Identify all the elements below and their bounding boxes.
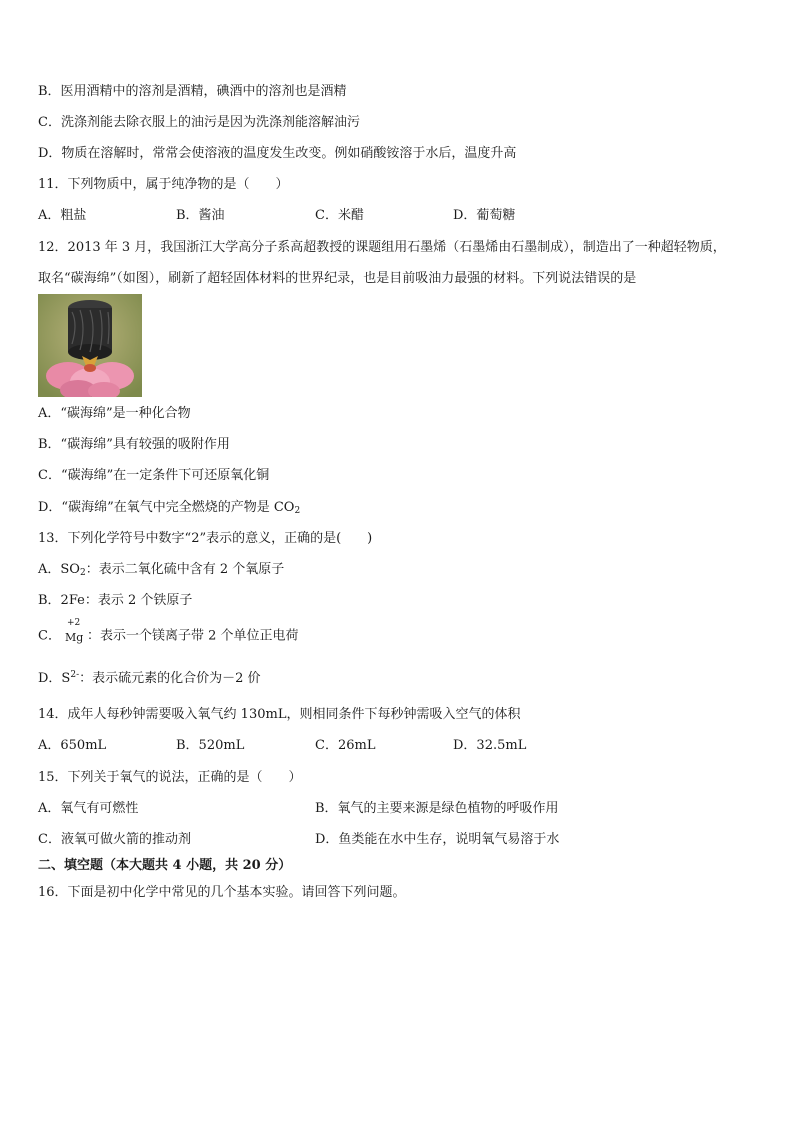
question-15-option-d: D．鱼类能在水中生存，说明氧气易溶于水 <box>315 832 560 847</box>
question-15-option-a: A．氧气有可燃性 <box>38 801 139 816</box>
question-12-option-b: B．“碳海绵”具有较强的吸附作用 <box>38 437 230 452</box>
question-13-option-d-symbol: D．S <box>38 671 71 686</box>
carbon-aerogel-illustration <box>38 294 142 397</box>
question-13-stem: 13．下列化学符号中数字“2”表示的意义，正确的是( ) <box>38 531 373 546</box>
question-15-option-b: B．氧气的主要来源是绿色植物的呼吸作用 <box>315 801 559 816</box>
question-14-option-c: C．26mL <box>315 738 376 753</box>
question-11-stem: 11．下列物质中，属于纯净物的是（ ） <box>38 177 289 192</box>
question-13-option-d <box>38 671 261 687</box>
question-10-option-c: C．洗涤剂能去除衣服上的油污是因为洗涤剂能溶解油污 <box>38 115 360 130</box>
question-12-option-a: A．“碳海绵”是一种化合物 <box>38 406 191 421</box>
question-12-option-c: C．“碳海绵”在一定条件下可还原氧化铜 <box>38 468 270 483</box>
question-13-option-a-formula: A．SO <box>38 562 80 577</box>
question-11-option-d: D．葡萄糖 <box>453 208 516 223</box>
section-heading: 二、填空题（本大题共 4 小题，共 20 分） <box>38 858 292 873</box>
mg-valence-symbol <box>63 618 85 644</box>
question-11-option-a: A．粗盐 <box>38 208 87 223</box>
subscript-2: 2 <box>79 568 86 578</box>
question-10-option-b: B．医用酒精中的溶剂是酒精，碘酒中的溶剂也是酒精 <box>38 84 347 99</box>
question-14-option-d: D．32.5mL <box>453 738 527 753</box>
question-12-option-d-text: D．“碳海绵”在氧气中完全燃烧的产物是 CO <box>38 500 295 515</box>
question-13-option-c-letter: C． <box>38 628 61 644</box>
element-symbol: Mg <box>64 631 84 644</box>
carbon-aerogel-photo <box>38 294 142 397</box>
question-13-option-d-text: ：表示硫元素的化合价为－2 价 <box>79 671 261 686</box>
question-14-stem: 14．成年人每秒钟需要吸入氧气约 130mL，则相同条件下每秒钟需吸入空气的体积 <box>38 707 521 722</box>
question-13-option-c <box>38 618 299 645</box>
question-10-option-d: D．物质在溶解时，常常会使溶液的温度发生改变。例如硝酸铵溶于水后，温度升高 <box>38 146 517 161</box>
question-14-option-a: A．650mL <box>38 738 107 753</box>
superscript-charge: 2- <box>70 670 80 680</box>
question-13-option-c-text: ：表示一个镁离子带 2 个单位正电荷 <box>86 628 299 644</box>
question-12-option-d <box>38 500 300 516</box>
question-12-stem-line-1: 12．2013 年 3 月，我国浙江大学高分子系高超教授的课题组用石墨烯（石墨烯由石墨制成），制造出了一种超轻物质， <box>38 240 726 255</box>
question-11-option-c: C．米醋 <box>315 208 364 223</box>
question-13-option-b: B．2Fe：表示 2 个铁原子 <box>38 593 193 608</box>
question-16-stem: 16．下面是初中化学中常见的几个基本实验。请回答下列问题。 <box>38 885 406 900</box>
question-15-option-c: C．液氧可做火箭的推动剂 <box>38 832 191 847</box>
question-12-stem-line-2: 取名“碳海绵”（如图），刷新了超轻固体材料的世界纪录，也是目前吸油力最强的材料。下列说法错误的是 <box>38 271 637 286</box>
question-11-option-b: B．酱油 <box>176 208 225 223</box>
valence-label: +2 <box>66 618 81 628</box>
question-14-option-b: B．520mL <box>176 738 245 753</box>
question-13-option-a-text: ：表示二氧化硫中含有 2 个氧原子 <box>85 562 285 577</box>
question-13-option-a <box>38 562 284 578</box>
subscript-2: 2 <box>294 506 301 516</box>
question-15-stem: 15．下列关于氧气的说法，正确的是（ ） <box>38 770 302 785</box>
